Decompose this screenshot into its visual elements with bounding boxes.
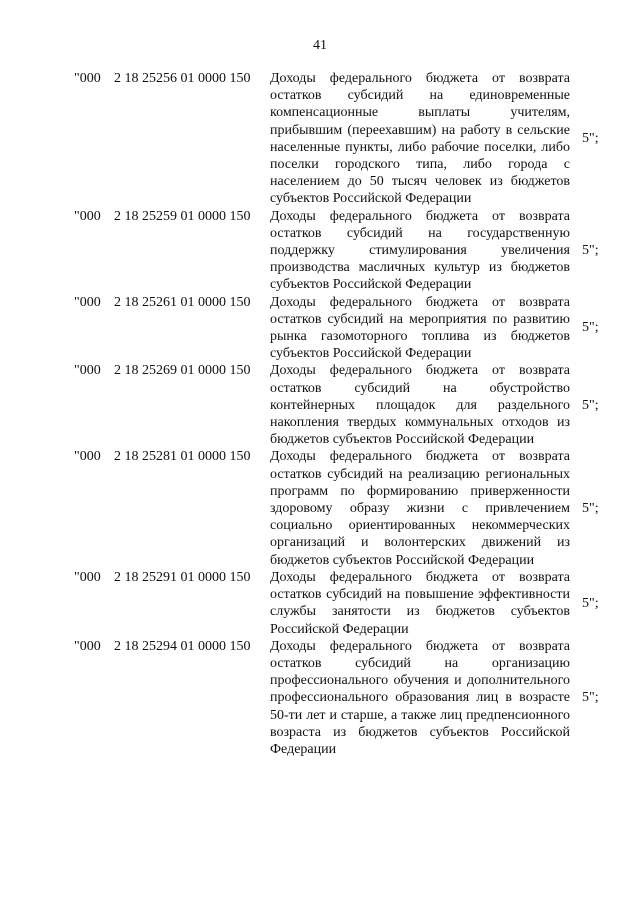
revenue-code-entry <box>0 448 640 568</box>
code-prefix: "000 <box>74 638 101 654</box>
entry-description: Доходы федерального бюджета от возврата остатков субсидий на реализацию региональных программ по формированию приверженности здоровому образу жизни с привлечением социально ориентированных некоммерческих организаций и волонтерских движений из бюджетов субъектов Российской Федерации <box>270 449 570 568</box>
entry-description: Доходы федерального бюджета от возврата остатков субсидий на мероприятия по развитию рынка газомоторного топлива из бюджетов субъектов Российской Федерации <box>270 294 570 362</box>
entry-description: Доходы федерального бюджета от возврата остатков субсидий на повышение эффективности службы занятости из бюджетов субъектов Российской Федерации <box>270 569 570 637</box>
code-prefix: "000 <box>74 569 101 585</box>
revenue-code-entry <box>0 294 640 363</box>
entry-suffix: 5"; <box>582 690 599 706</box>
code-prefix: "000 <box>74 363 101 379</box>
budget-classification-code: 2 18 25269 01 0000 150 <box>114 363 251 379</box>
budget-classification-code: 2 18 25259 01 0000 150 <box>114 208 251 224</box>
entry-suffix: 5"; <box>582 320 599 336</box>
entry-suffix: 5"; <box>582 501 599 517</box>
budget-classification-code: 2 18 25256 01 0000 150 <box>114 71 251 86</box>
budget-classification-code: 2 18 25261 01 0000 150 <box>114 294 251 310</box>
code-prefix: "000 <box>74 208 101 224</box>
entry-description: Доходы федерального бюджета от возврата остатков субсидий на единовременные компенсационные выплаты учителям, прибывшим (переехавшим) на работу в сельские населенные пункты, либо рабочие поселки, либо поселки городского типа, либо города с населением до 50 тысяч человек из бюджетов субъектов Российской Федерации <box>270 71 570 207</box>
entry-suffix: 5"; <box>582 131 599 147</box>
budget-classification-code: 2 18 25281 01 0000 150 <box>114 449 251 465</box>
revenue-code-entry <box>0 362 640 448</box>
code-prefix: "000 <box>74 71 101 86</box>
entry-description: Доходы федерального бюджета от возврата остатков субсидий на обустройство контейнерных площадок для раздельного накопления твердых коммунальных отходов из бюджетов субъектов Российской Федерации <box>270 363 570 448</box>
code-prefix: "000 <box>74 294 101 310</box>
code-prefix: "000 <box>74 449 101 465</box>
budget-classification-code: 2 18 25294 01 0000 150 <box>114 638 251 654</box>
entry-suffix: 5"; <box>582 243 599 259</box>
entry-suffix: 5"; <box>582 397 599 413</box>
revenue-code-entry <box>0 70 640 208</box>
budget-classification-code: 2 18 25291 01 0000 150 <box>114 569 251 585</box>
page-number: 41 <box>313 38 327 53</box>
entry-suffix: 5"; <box>582 595 599 611</box>
entry-description: Доходы федерального бюджета от возврата остатков субсидий на государственную поддержку стимулирования увеличения производства масличных культур из бюджетов субъектов Российской Федерации <box>270 208 570 293</box>
revenue-code-entry <box>0 208 640 294</box>
revenue-code-entry <box>0 569 640 638</box>
entry-description: Доходы федерального бюджета от возврата остатков субсидий на организацию профессионального обучения и дополнительного профессионального образования лиц в возрасте 50-ти лет и старше, а также лиц предпенсионного возраста из бюджетов субъектов Российской Федерации <box>270 638 570 757</box>
revenue-code-list <box>0 70 640 758</box>
revenue-code-entry <box>0 638 640 758</box>
